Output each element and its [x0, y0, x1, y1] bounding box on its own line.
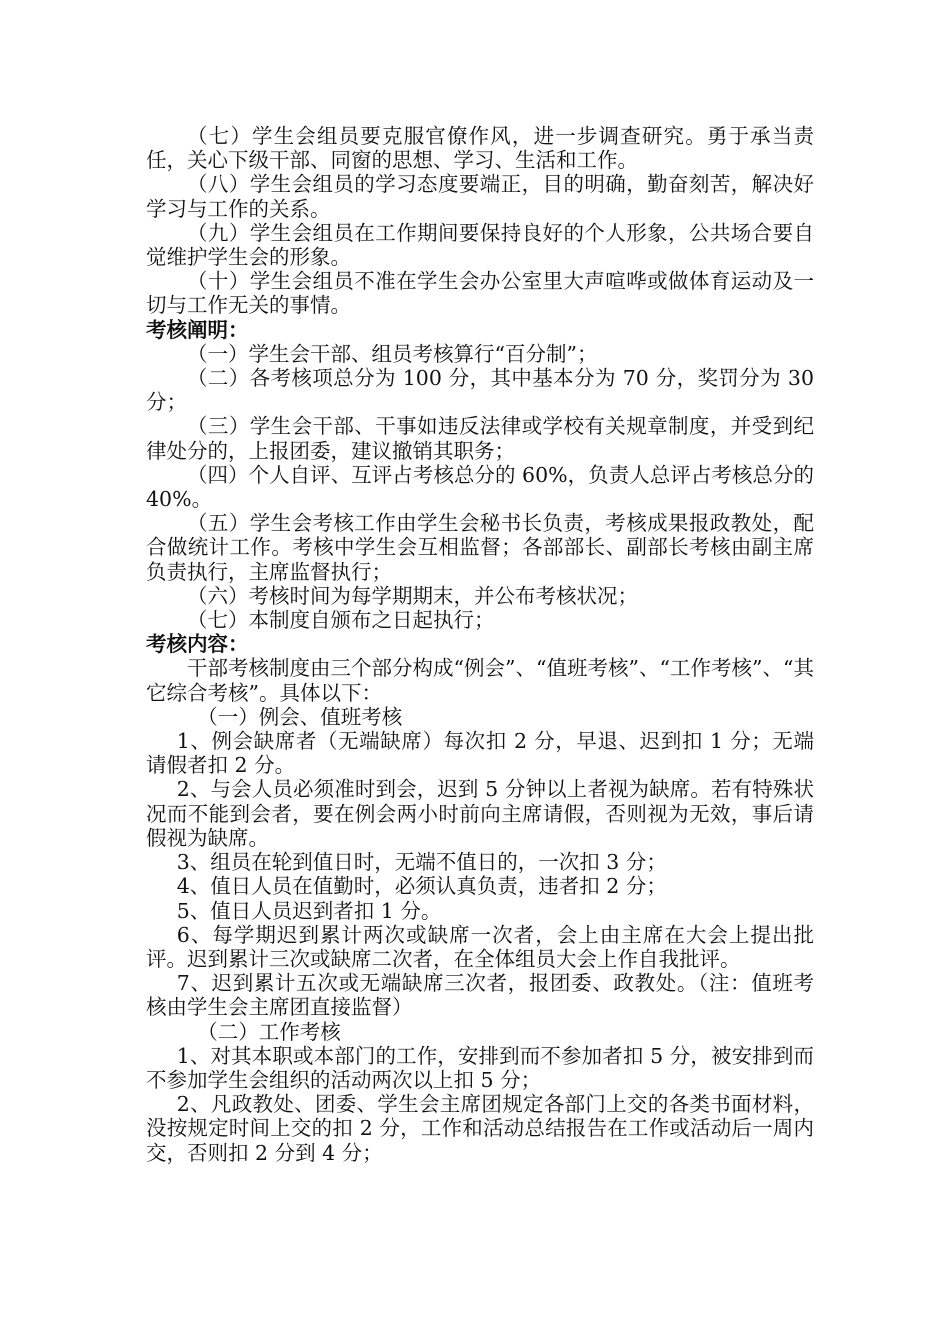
- paragraph-rule-9: （九）学生会组员在工作期间要保持良好的个人形象，公共场合要自觉维护学生会的形象。: [146, 220, 814, 270]
- list-item-meeting-4: 4、值日人员在值勤时，必须认真负责，违者扣 2 分；: [176, 874, 667, 899]
- list-item-work-2: 2、凡政教处、团委、学生会主席团规定各部门上交的各类书面材料，没按规定时间上交的扣 2 分，工作和活动总结报告在工作或活动后一周内交，否则扣 2 分到 4 分；: [146, 1092, 814, 1165]
- list-item-meeting-7: 7、迟到累计五次或无端缺席三次者，报团委、政教处。（注：值班考核由学生会主席团直接监督）: [146, 971, 814, 1020]
- section-heading-assessment-content: 考核内容：: [146, 632, 249, 657]
- list-item-work-1: 1、对其本职或本部门的工作，安排到而不参加者扣 5 分，被安排到而不参加学生会组织的活动两次以上扣 5 分；: [146, 1043, 814, 1092]
- subheading-work-assessment: （二）工作考核: [197, 1019, 341, 1044]
- list-item-meeting-5: 5、值日人员迟到者扣 1 分。: [176, 898, 442, 923]
- paragraph-note-1: （一）学生会干部、组员考核算行“百分制”；: [187, 341, 598, 366]
- list-item-meeting-1: 1、例会缺席者（无端缺席）每次扣 2 分，早退、迟到扣 1 分；无端请假者扣 2 分。: [146, 729, 814, 778]
- document-page: [146, 124, 814, 1165]
- paragraph-note-7: （七）本制度自颁布之日起执行；: [187, 608, 495, 633]
- section-heading-assessment-notes: 考核阐明：: [146, 317, 249, 342]
- list-item-meeting-6: 6、每学期迟到累计两次或缺席一次者，会上由主席在大会上提出批评。迟到累计三次或缺席二次者，在全体组员大会上作自我批评。: [146, 922, 814, 971]
- paragraph-rule-10: （十）学生会组员不准在学生会办公室里大声喧哗或做体育运动及一切与工作无关的事情。: [146, 269, 814, 318]
- list-item-meeting-3: 3、组员在轮到值日时，无端不值日的，一次扣 3 分；: [176, 850, 667, 875]
- paragraph-note-3: （三）学生会干部、干事如违反法律或学校有关规章制度，并受到纪律处分的，上报团委，建议撤销其职务；: [146, 414, 814, 463]
- subheading-meeting-duty: （一）例会、值班考核: [197, 704, 403, 729]
- paragraph-note-6: （六）考核时间为每学期期末，并公布考核状况；: [187, 583, 638, 608]
- list-item-meeting-2: 2、与会人员必须准时到会，迟到 5 分钟以上者视为缺席。若有特殊状况而不能到会者，要在例会两小时前向主席请假，否则视为无效，事后请假视为缺席。: [146, 777, 814, 850]
- paragraph-note-2: （二）各考核项总分为 100 分，其中基本分为 70 分，奖罚分为 30 分；: [146, 366, 814, 415]
- paragraph-content-intro: 干部考核制度由三个部分构成“例会”、“值班考核”、“工作考核”、“其它综合考核”。具体以下：: [146, 656, 814, 705]
- paragraph-note-4: （四）个人自评、互评占考核总分的 60%，负责人总评占考核总分的 40%。: [146, 462, 814, 512]
- paragraph-rule-7: （七）学生会组员要克服官僚作风，进一步调查研究。勇于承当责任，关心下级干部、同窗的思想、学习、生活和工作。: [146, 124, 814, 173]
- paragraph-rule-8: （八）学生会组员的学习态度要端正，目的明确，勤奋刻苦，解决好学习与工作的关系。: [146, 172, 814, 221]
- paragraph-note-5: （五）学生会考核工作由学生会秘书长负责，考核成果报政教处，配合做统计工作。考核中学生会互相监督；各部部长、副部长考核由副主席负责执行，主席监督执行；: [146, 511, 814, 584]
